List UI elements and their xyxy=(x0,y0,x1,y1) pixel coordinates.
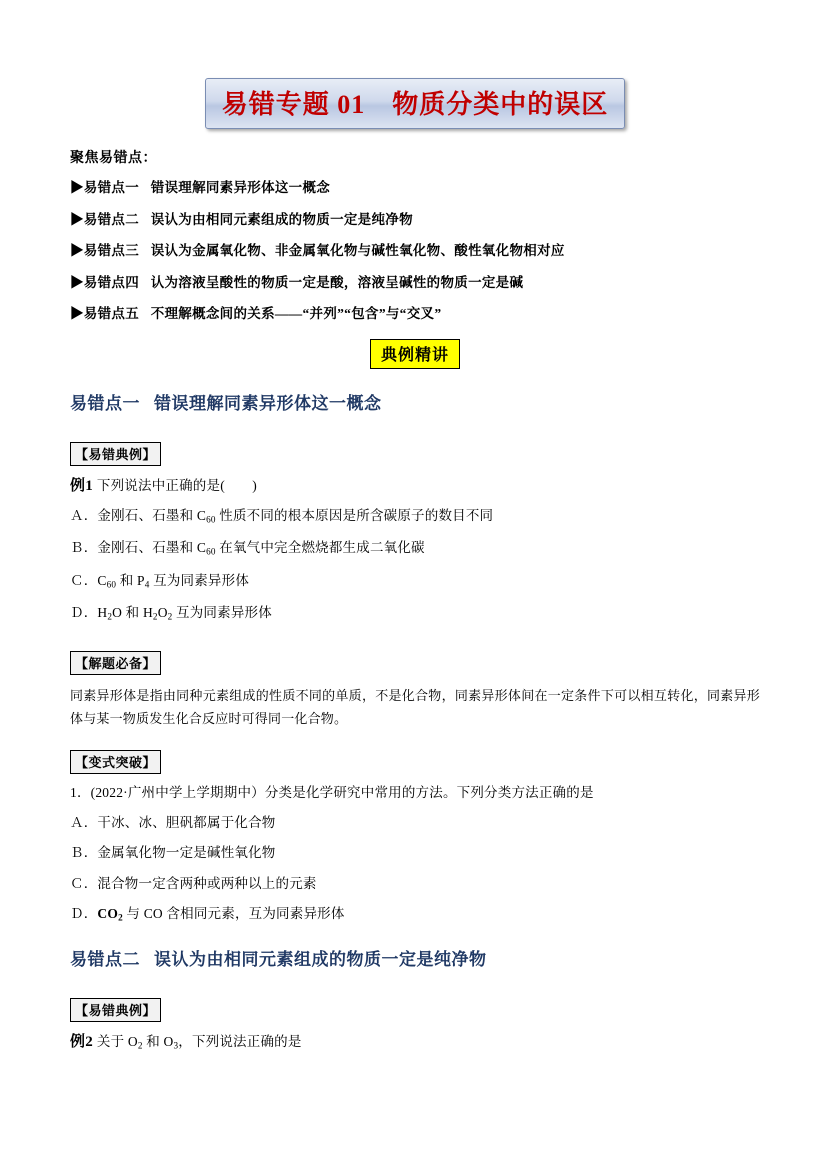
title-banner-wrap xyxy=(70,78,760,129)
example-2-stem-line: 例2 关于 $O_2$ 和 $O_3$，下列说法正确的是 xyxy=(70,1033,302,1051)
method-text-1: 同素异形体是指由同种元素组成的性质不同的单质，不是化合物，同素异形体间在一定条件下可以相互转化，同素异形体与某一物质发生化合反应时可得同一化合物。 xyxy=(70,687,760,726)
section-tag: 典例精讲 xyxy=(370,339,460,369)
focus-point-2-marker: ▶易错点二 xyxy=(70,211,139,227)
focus-point-5-marker: ▶易错点五 xyxy=(70,306,139,322)
section-heading-1-text: 错误理解同素异形体这一概念 xyxy=(154,393,382,413)
focus-point-1-marker: ▶易错点一 xyxy=(70,180,139,195)
focus-point-3-text: 误认为金属氧化物、非金属氧化物与碱性氧化物、酸性氧化物相对应 xyxy=(150,243,565,259)
variant-1-option-d: Ｄ．$CO_2$ 与 CO 含相同元素，互为同素异形体 xyxy=(70,906,345,923)
section-tag-wrap xyxy=(70,339,760,369)
variant-1-option-c: Ｃ．混合物一定含两种或两种以上的元素 xyxy=(70,875,317,891)
box-label-method-1: 【解题必备】 xyxy=(70,651,161,675)
focus-point-3-marker: ▶易错点三 xyxy=(70,243,139,259)
focus-point-2-text: 误认为由相同元素组成的物质一定是纯净物 xyxy=(150,211,413,227)
section-heading-1 xyxy=(70,389,760,414)
focus-point-1 xyxy=(70,179,760,197)
box-label-example-2: 【易错典例】 xyxy=(70,998,161,1022)
focus-point-3 xyxy=(70,242,760,260)
example-2-number: 例2 xyxy=(70,1033,93,1050)
variant-1-stem: 1．(2022·广州中学上学期期中）分类是化学研究中常用的方法。下列分类方法正确的是 xyxy=(70,785,594,801)
variant-1-option-a: Ａ．干冰、冰、胆矾都属于化合物 xyxy=(70,814,276,830)
variant-1-option-b: Ｂ．金属氧化物一定是碱性氧化物 xyxy=(70,845,276,861)
document-content xyxy=(70,78,760,1063)
example-1-stem: 下列说法中正确的是( ) xyxy=(96,477,257,493)
example-1-option-d: Ｄ．$H_2O$ 和 $H_2O_2$ 互为同素异形体 xyxy=(70,605,272,623)
section-heading-2-label: 易错点二 xyxy=(70,949,140,969)
focus-point-4-text: 认为溶液呈酸性的物质一定是酸，溶液呈碱性的物质一定是碱 xyxy=(150,274,524,290)
section-heading-2-text: 误认为由相同元素组成的物质一定是纯净物 xyxy=(154,949,487,969)
focus-point-1-text: 错误理解同素异形体这一概念 xyxy=(150,180,331,195)
example-1-option-b: Ｂ．金刚石、石墨和 $C_{60}$ 在氧气中完全燃烧都生成二氧化碳 xyxy=(70,540,425,558)
example-1-option-a: Ａ．金刚石、石墨和 $C_{60}$ 性质不同的根本原因是所含碳原子的数目不同 xyxy=(70,507,494,525)
example-1-stem-line xyxy=(70,476,760,496)
focus-point-5 xyxy=(70,305,760,323)
section-heading-2 xyxy=(70,945,760,970)
focus-point-4 xyxy=(70,274,760,292)
focus-point-2 xyxy=(70,211,760,229)
example-1-option-c: Ｃ．$C_{60}$ 和 $P_4$ 互为同素异形体 xyxy=(70,572,250,590)
title-banner xyxy=(205,78,626,129)
focus-point-4-marker: ▶易错点四 xyxy=(70,274,139,290)
box-label-variant-1: 【变式突破】 xyxy=(70,750,161,774)
page-title: 易错专题 01 物质分类中的误区 xyxy=(221,90,609,119)
focus-heading: 聚焦易错点： xyxy=(70,151,157,166)
example-1-number: 例1 xyxy=(70,477,93,494)
section-heading-1-label: 易错点一 xyxy=(70,393,140,413)
box-label-example-1: 【易错典例】 xyxy=(70,442,161,466)
focus-point-5-text: 不理解概念间的关系——“并列”“包含”与“交叉” xyxy=(150,306,442,322)
